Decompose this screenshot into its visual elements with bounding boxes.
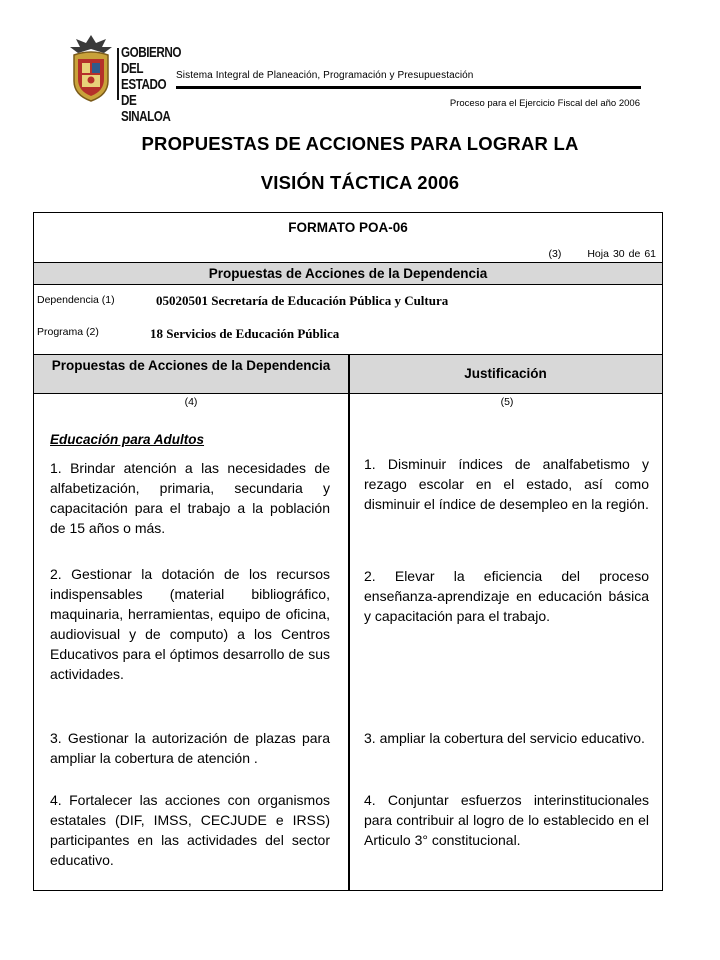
system-name: Sistema Integral de Planeación, Programación y Presupuestación	[176, 70, 474, 81]
hoja-label: Hoja	[587, 248, 609, 260]
programa-label: Programa (2)	[37, 326, 99, 338]
accion-1: 1. Brindar atención a las necesidades de alfabetización, primaria, secundaria y capacitación para el trabajo a la población de 15 años o más.	[50, 460, 330, 536]
accion-2: 2. Gestionar la dotación de los recursos indispensables (material bibliográfico, maquinaria, herramientas, equipo de oficina, audiovisual y de computo) a los Centros Educativos para el óptimos desarrollo de sus actividades.	[50, 566, 330, 682]
column-number-5: (5)	[500, 396, 514, 408]
header-rule	[176, 86, 641, 89]
column-header-acciones: Propuestas de Acciones de la Dependencia	[51, 358, 331, 373]
state-seal-logo	[66, 33, 116, 103]
justificacion-1: 1. Disminuir índices de analfabetismo y rezago escolar en el estado, así como disminuir el índice de desempleo en la región.	[364, 456, 649, 512]
formato-row	[34, 213, 662, 261]
logo-divider	[117, 48, 119, 100]
page-title-line1: PROPUESTAS DE ACCIONES PARA LOGRAR LA	[141, 133, 579, 154]
government-wordmark: GOBIERNO DEL ESTADO DE SINALOA	[121, 44, 181, 125]
band-title: Propuestas de Acciones de la Dependencia	[208, 266, 488, 281]
de-label: de	[628, 248, 641, 260]
column-header-justificacion: Justificación	[464, 366, 547, 381]
dependencia-label: Dependencia (1)	[37, 294, 115, 306]
column-divider	[348, 354, 350, 890]
page-counter	[548, 248, 656, 260]
accion-4: 4. Fortalecer las acciones con organismos estatales (DIF, IMSS, CECJUDE e IRSS) participantes en las actividades del sector educativo.	[50, 792, 330, 868]
justificacion-4: 4. Conjuntar esfuerzos interinstitucionales para contribuir al logro de lo establecido en el Articulo 3° constitucional.	[364, 792, 649, 848]
section-band-dependencia	[34, 262, 662, 285]
section-title-educacion-adultos: Educación para Adultos	[50, 432, 205, 447]
fiscal-process-note: Proceso para el Ejercicio Fiscal del año 2006	[449, 98, 640, 109]
programa-value: 18 Servicios de Educación Pública	[150, 326, 340, 341]
page-title-line2: VISIÓN TÁCTICA 2006	[260, 172, 460, 193]
ref-3: (3)	[548, 248, 562, 260]
justificacion-3: 3. ampliar la cobertura del servicio educativo.	[364, 730, 645, 746]
justificacion-2: 2. Elevar la eficiencia del proceso enseñanza-aprendizaje en educación básica y capacitación para el trabajo.	[364, 568, 649, 624]
hoja-number: 30	[612, 248, 625, 260]
total-pages: 61	[644, 248, 656, 260]
column-number-4: (4)	[184, 396, 198, 408]
form-poa-06	[33, 212, 663, 891]
dependencia-value: 05020501 Secretaría de Educación Pública y Cultura	[156, 293, 449, 308]
formato-title: FORMATO POA-06	[288, 220, 408, 235]
accion-3: 3. Gestionar la autorización de plazas para ampliar la cobertura de atención .	[50, 730, 330, 766]
